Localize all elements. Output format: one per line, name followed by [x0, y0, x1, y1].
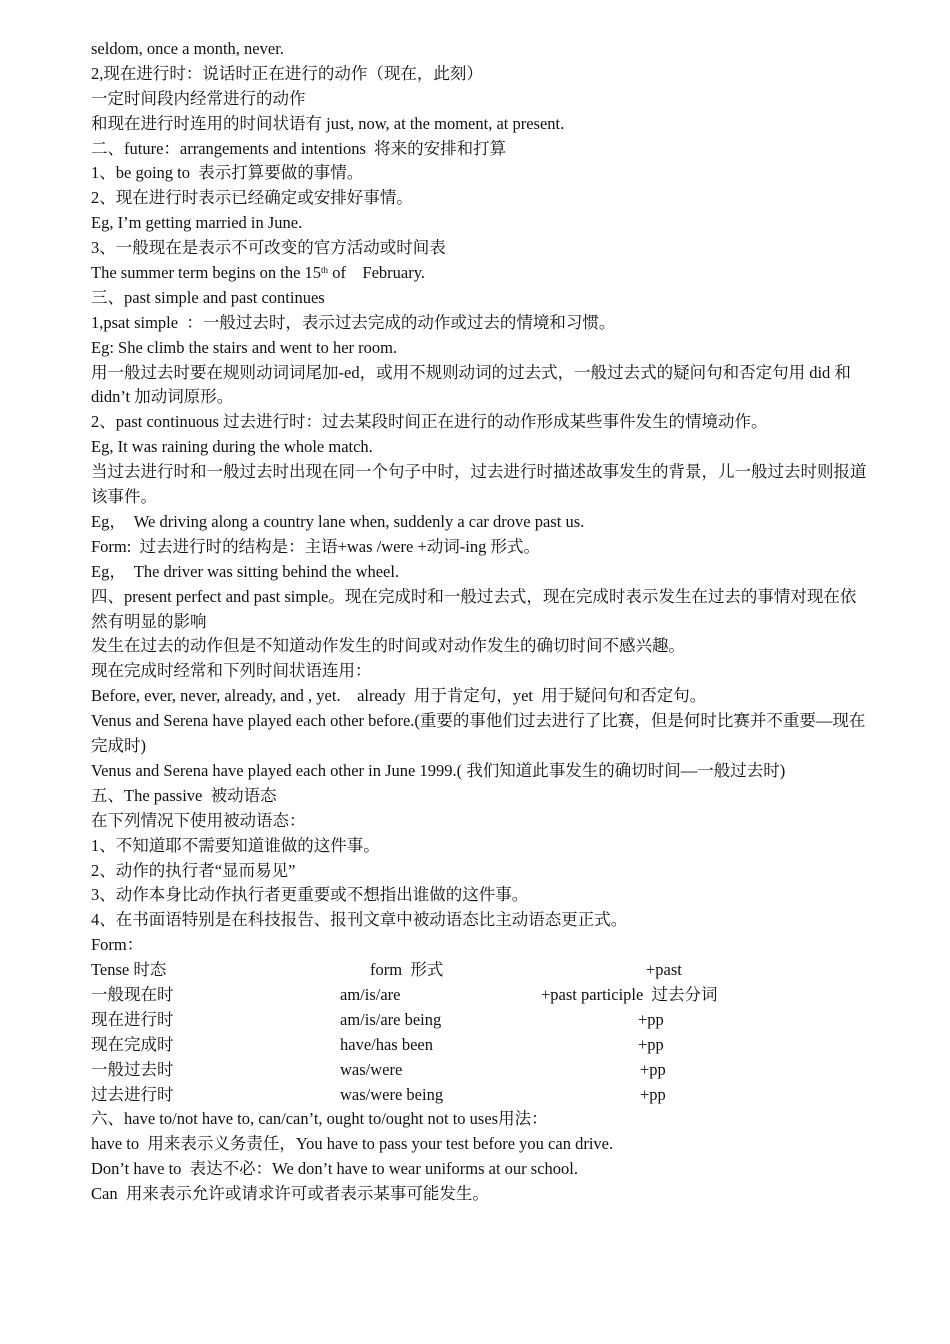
paragraph: Venus and Serena have played each other in June 1999.( 我们知道此事发生的确切时间—一般过去时): [91, 760, 786, 780]
table-cell: am/is/are: [340, 985, 401, 1004]
table-cell: have/has been: [340, 1034, 433, 1054]
table-header-cell: Tense 时态: [91, 960, 167, 980]
text-line: 1,psat simple ：一般过去时，表示过去完成的动作或过去的情境和习惯。: [91, 312, 616, 332]
ordinal-suffix: th: [321, 265, 329, 276]
paragraph: 2、past continuous 过去进行时：过去某段时间正在进行的动作形成某些事件发生的情境动作。: [91, 412, 768, 432]
form-label: Form：: [91, 935, 144, 955]
passive-form-table: [91, 958, 871, 1107]
table-row: [91, 1033, 871, 1058]
text-line: 1、be going to 表示打算要做的事情。: [91, 163, 364, 183]
example-line: Eg: She climb the stairs and went to her room.: [91, 337, 398, 357]
table-cell: +pp: [638, 1009, 664, 1029]
paragraph: 当过去进行时和一般过去时出现在同一个句子中时，过去进行时描述故事发生的背景，儿一般过去时则报道该事件。: [91, 462, 867, 507]
table-row: [91, 1008, 871, 1033]
text-line: Can 用来表示允许或请求许可或者表示某事可能发生。: [91, 1184, 489, 1204]
table-row: [91, 1083, 871, 1108]
text-line: have to 用来表示义务责任，You have to pass your test before you can drive.: [91, 1134, 614, 1154]
summer-after: of February.: [328, 263, 426, 283]
table-cell: 现在完成时: [91, 1034, 174, 1054]
table-cell: was/were being: [340, 1084, 444, 1104]
table-cell: +pp: [640, 1059, 666, 1079]
text-line: 4、在书面语特别是在科技报告、报刊文章中被动语态比主动语态更正式。: [91, 910, 628, 930]
document-page: [91, 37, 871, 1207]
text-line: 现在完成时经常和下列时间状语连用：: [91, 661, 372, 681]
table-cell: +past participle 过去分词: [541, 985, 718, 1004]
paragraph: Venus and Serena have played each other before.(重要的事他们过去进行了比赛，但是何时比赛并不重要—现在完成时): [91, 711, 866, 756]
section-heading: 六、have to/not have to, can/can’t, ought to/ought not to uses用法：: [91, 1109, 548, 1129]
text-line: seldom, once a month, never.: [91, 39, 284, 58]
table-row: [91, 983, 871, 1008]
text-line: Don’t have to 表达不必：We don’t have to wear uniforms at our school.: [91, 1159, 579, 1179]
table-cell: +pp: [640, 1084, 666, 1104]
summer-before: The summer term begins on the 15: [91, 263, 322, 283]
text-line: 2,现在进行时：说话时正在进行的动作（现在，此刻）: [91, 63, 483, 83]
table-cell: was/were: [340, 1059, 403, 1079]
text-line: 2、动作的执行者“显而易见”: [91, 860, 296, 880]
table-cell: 一般现在时: [91, 985, 174, 1004]
example-line: Eg， The driver was sitting behind the wheel.: [91, 561, 400, 581]
table-cell: 一般过去时: [91, 1059, 174, 1079]
paragraph: 用一般过去时要在规则动词词尾加-ed，或用不规则动词的过去式，一般过去式的疑问句和否定句用 did 和 didn’t 加动词原形。: [91, 362, 851, 407]
text-line: 一定时间段内经常进行的动作: [91, 88, 306, 108]
section-heading-paragraph: 四、present perfect and past simple。现在完成时和一般过去式，现在完成时表示发生在过去的事情对现在依然有明显的影响: [91, 586, 857, 631]
example-line: Eg, I’m getting married in June.: [91, 213, 303, 233]
text-line: 2、现在进行时表示已经确定或安排好事情。: [91, 188, 413, 208]
table-header-cell: +past: [646, 960, 682, 980]
table-header-cell: form 形式: [370, 960, 444, 980]
example-line-summer: [91, 261, 871, 286]
section-heading: 五、The passive 被动语态: [91, 785, 277, 805]
section-heading: 二、future：arrangements and intentions 将来的安排和打算: [91, 138, 507, 158]
text-line: Form: 过去进行时的结构是：主语+was /were +动词-ing 形式。: [91, 536, 540, 556]
example-line: Eg, It was raining during the whole match.: [91, 437, 373, 457]
table-cell: 过去进行时: [91, 1084, 174, 1104]
text-line: 3、一般现在是表示不可改变的官方活动或时间表: [91, 238, 446, 258]
text-line: 1、不知道耶不需要知道谁做的这件事。: [91, 835, 380, 855]
text-line: 在下列情况下使用被动语态：: [91, 810, 306, 830]
text-line: 发生在过去的动作但是不知道动作发生的时间或对动作发生的确切时间不感兴趣。: [91, 636, 685, 656]
table-cell: am/is/are being: [340, 1009, 442, 1029]
section-heading: 三、past simple and past continues: [91, 287, 325, 307]
text-line: 和现在进行时连用的时间状语有 just, now, at the moment, at present.: [91, 113, 565, 133]
table-cell: +pp: [638, 1034, 664, 1054]
table-header-row: [91, 958, 871, 983]
table-cell: 现在进行时: [91, 1009, 174, 1029]
table-row: [91, 1058, 871, 1083]
text-line: 3、动作本身比动作执行者更重要或不想指出谁做的这件事。: [91, 885, 529, 905]
example-line: Eg， We driving along a country lane when, suddenly a car drove past us.: [91, 512, 585, 531]
text-line: Before, ever, never, already, and , yet. already 用于肯定句，yet 用于疑问句和否定句。: [91, 686, 707, 706]
